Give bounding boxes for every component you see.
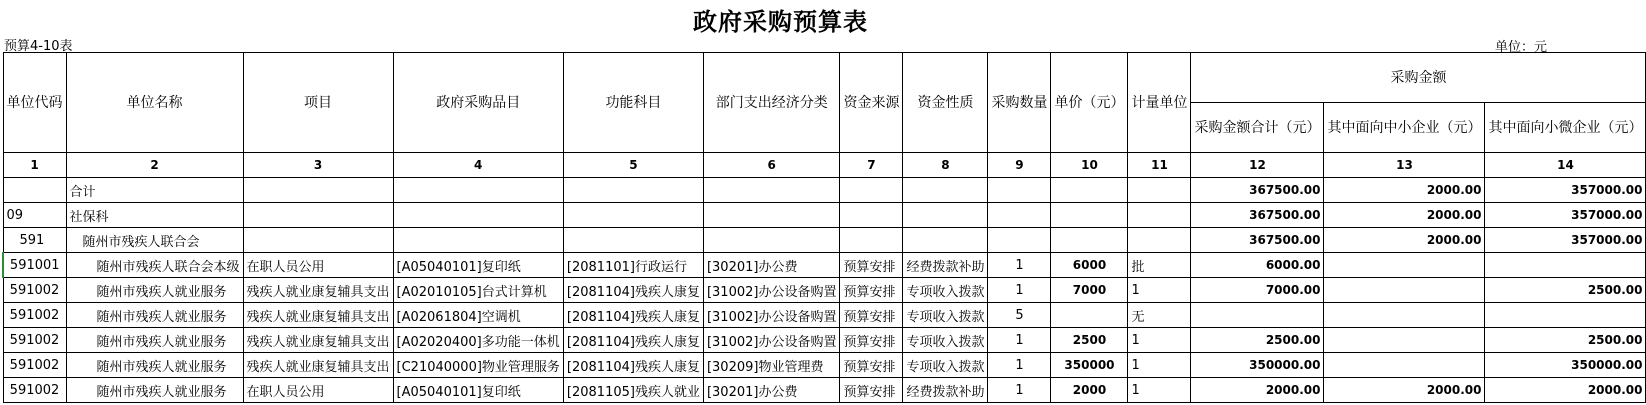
cell-unit-price[interactable]: 350000 [1051, 353, 1128, 378]
cell-amount-micro[interactable]: 357000.00 [1485, 228, 1646, 253]
cell-purchase-item[interactable]: [A02010105]台式计算机 [393, 278, 563, 303]
cell-measure-unit[interactable]: 1 [1128, 353, 1191, 378]
table-row[interactable] [3, 328, 1646, 353]
cell-unit-price[interactable] [1051, 228, 1128, 253]
cell-amount-micro[interactable]: 2500.00 [1485, 328, 1646, 353]
cell-measure-unit[interactable]: 1 [1128, 328, 1191, 353]
cell-function-subject[interactable]: [2081101]行政运行 [563, 253, 703, 278]
cell-fund-source[interactable] [840, 228, 903, 253]
col-number: 2 [66, 153, 243, 178]
header-fund-source[interactable]: 资金来源 [840, 53, 903, 153]
cell-purchase-item[interactable] [393, 203, 563, 228]
cell-fund-source[interactable]: 预算安排 [840, 253, 903, 278]
cell-amount-sme[interactable] [1324, 253, 1485, 278]
col-number: 12 [1191, 153, 1324, 178]
cell-fund-source[interactable]: 预算安排 [840, 328, 903, 353]
column-number-row [3, 153, 1646, 178]
cell-project[interactable]: 残疾人就业康复辅具支出 [243, 278, 393, 303]
header-amount-sme[interactable]: 其中面向中小企业（元） [1324, 103, 1485, 153]
budget-table [2, 52, 1646, 403]
cell-amount-micro[interactable] [1485, 303, 1646, 328]
cell-fund-source[interactable]: 预算安排 [840, 353, 903, 378]
cell-purchase-item[interactable] [393, 228, 563, 253]
header-quantity[interactable]: 采购数量 [988, 53, 1051, 153]
header-purchase-item[interactable]: 政府采购品目 [393, 53, 563, 153]
cell-unit-price[interactable] [1051, 178, 1128, 203]
col-number: 7 [840, 153, 903, 178]
header-amount-micro[interactable]: 其中面向小微企业（元） [1485, 103, 1646, 153]
header-project[interactable]: 项目 [243, 53, 393, 153]
cell-purchase-item[interactable]: [A02020400]多功能一体机 [393, 328, 563, 353]
cell-amount-total[interactable]: 6000.00 [1191, 253, 1324, 278]
cell-amount-total[interactable] [1191, 303, 1324, 328]
cell-unit-name[interactable]: 随州市残疾人就业服务 [66, 328, 243, 353]
header-economic-class[interactable]: 部门支出经济分类 [703, 53, 840, 153]
cell-amount-total[interactable]: 367500.00 [1191, 228, 1324, 253]
col-number: 5 [563, 153, 703, 178]
cell-amount-micro[interactable] [1485, 253, 1646, 278]
cell-function-subject[interactable]: [2081104]残疾人康复 [563, 303, 703, 328]
cell-unit-name[interactable]: 合计 [66, 178, 243, 203]
cell-purchase-item[interactable]: [C21040000]物业管理服务 [393, 353, 563, 378]
cell-function-subject[interactable] [563, 228, 703, 253]
col-number: 13 [1324, 153, 1485, 178]
cell-purchase-item[interactable]: [A02061804]空调机 [393, 303, 563, 328]
cell-unit-code[interactable] [3, 178, 66, 203]
cell-economic-class[interactable]: [31002]办公设备购置 [703, 328, 840, 353]
cell-economic-class[interactable] [703, 203, 840, 228]
cell-amount-micro[interactable]: 357000.00 [1485, 178, 1646, 203]
table-row[interactable] [3, 353, 1646, 378]
cell-fund-nature[interactable]: 专项收入拨款 [903, 303, 988, 328]
cell-quantity[interactable]: 5 [988, 303, 1051, 328]
cell-function-subject[interactable]: [2081105]残疾人就业 [563, 378, 703, 403]
cell-project[interactable]: 在职人员公用 [243, 253, 393, 278]
cell-purchase-item[interactable] [393, 178, 563, 203]
cell-economic-class[interactable]: [30201]办公费 [703, 378, 840, 403]
table-row[interactable] [3, 303, 1646, 328]
report-title: 政府采购预算表 [693, 8, 868, 36]
col-number: 1 [3, 153, 66, 178]
cell-quantity[interactable]: 1 [988, 378, 1051, 403]
cell-amount-total[interactable]: 2500.00 [1191, 328, 1324, 353]
cell-project[interactable] [243, 203, 393, 228]
cell-unit-price[interactable] [1051, 203, 1128, 228]
cell-amount-total[interactable]: 350000.00 [1191, 353, 1324, 378]
cell-unit-price[interactable]: 2000 [1051, 378, 1128, 403]
header-function-subject[interactable]: 功能科目 [563, 53, 703, 153]
cell-project[interactable]: 残疾人就业康复辅具支出 [243, 303, 393, 328]
header-amount-total[interactable]: 采购金额合计（元） [1191, 103, 1324, 153]
cell-unit-code[interactable]: 591002 [3, 353, 66, 378]
cell-fund-source[interactable] [840, 178, 903, 203]
table-row[interactable] [3, 203, 1646, 228]
cell-economic-class[interactable]: [30201]办公费 [703, 253, 840, 278]
col-number: 14 [1485, 153, 1646, 178]
cell-fund-source[interactable]: 预算安排 [840, 278, 903, 303]
cell-economic-class[interactable]: [30209]物业管理费 [703, 353, 840, 378]
cell-quantity[interactable] [988, 228, 1051, 253]
col-number: 8 [903, 153, 988, 178]
table-row[interactable] [3, 178, 1646, 203]
cell-project[interactable]: 残疾人就业康复辅具支出 [243, 328, 393, 353]
cell-fund-nature[interactable] [903, 228, 988, 253]
cell-amount-micro[interactable]: 2000.00 [1485, 378, 1646, 403]
cell-economic-class[interactable]: [31002]办公设备购置 [703, 303, 840, 328]
cell-unit-name[interactable]: 随州市残疾人就业服务 [66, 378, 243, 403]
cell-unit-price[interactable]: 6000 [1051, 253, 1128, 278]
col-number: 10 [1051, 153, 1128, 178]
col-number: 9 [988, 153, 1051, 178]
cell-quantity[interactable]: 1 [988, 278, 1051, 303]
cell-fund-nature[interactable]: 专项收入拨款 [903, 328, 988, 353]
cell-measure-unit[interactable]: 1 [1128, 278, 1191, 303]
cell-fund-source[interactable] [840, 203, 903, 228]
cell-project[interactable] [243, 178, 393, 203]
cell-amount-total[interactable]: 367500.00 [1191, 178, 1324, 203]
cell-purchase-item[interactable]: [A05040101]复印纸 [393, 253, 563, 278]
cell-unit-name[interactable]: 社保科 [66, 203, 243, 228]
header-unit-code[interactable]: 单位代码 [3, 53, 66, 153]
cell-fund-source[interactable]: 预算安排 [840, 303, 903, 328]
cell-quantity[interactable]: 1 [988, 253, 1051, 278]
cell-amount-total[interactable]: 7000.00 [1191, 278, 1324, 303]
cell-economic-class[interactable] [703, 178, 840, 203]
cell-amount-sme[interactable] [1324, 303, 1485, 328]
cell-unit-price[interactable]: 2500 [1051, 328, 1128, 353]
cell-function-subject[interactable] [563, 203, 703, 228]
cell-measure-unit[interactable]: 批 [1128, 253, 1191, 278]
cell-unit-name[interactable]: 随州市残疾人联合会 [66, 228, 243, 253]
table-row[interactable] [3, 228, 1646, 253]
cell-measure-unit[interactable]: 无 [1128, 303, 1191, 328]
unit-label: 单位：元 [1494, 40, 1547, 55]
table-row[interactable] [3, 278, 1646, 303]
cell-unit-name[interactable]: 随州市残疾人就业服务 [66, 353, 243, 378]
cell-amount-total[interactable]: 367500.00 [1191, 203, 1324, 228]
table-id-label: 预算4-10表 [4, 39, 73, 54]
cell-fund-nature[interactable]: 经费拨款补助 [903, 253, 988, 278]
cell-unit-code[interactable]: 591002 [3, 278, 66, 303]
cell-amount-sme[interactable]: 2000.00 [1324, 378, 1485, 403]
cell-unit-code[interactable]: 591002 [3, 303, 66, 328]
cell-amount-sme[interactable]: 2000.00 [1324, 228, 1485, 253]
cell-unit-code[interactable]: 591 [3, 228, 66, 253]
cell-measure-unit[interactable] [1128, 178, 1191, 203]
cell-measure-unit[interactable] [1128, 228, 1191, 253]
cell-unit-code[interactable]: 591002 [3, 378, 66, 403]
cell-amount-sme[interactable] [1324, 328, 1485, 353]
cell-project[interactable]: 在职人员公用 [243, 378, 393, 403]
cell-fund-source[interactable]: 预算安排 [840, 378, 903, 403]
cell-function-subject[interactable] [563, 178, 703, 203]
cell-function-subject[interactable]: [2081104]残疾人康复 [563, 328, 703, 353]
cell-unit-price[interactable] [1051, 303, 1128, 328]
cell-fund-nature[interactable]: 专项收入拨款 [903, 353, 988, 378]
cell-amount-micro[interactable]: 357000.00 [1485, 203, 1646, 228]
header-measure-unit[interactable]: 计量单位 [1128, 53, 1191, 153]
cell-function-subject[interactable]: [2081104]残疾人康复 [563, 278, 703, 303]
table-body [3, 178, 1646, 403]
cell-fund-nature[interactable] [903, 178, 988, 203]
cell-fund-nature[interactable]: 经费拨款补助 [903, 378, 988, 403]
header-amount-group[interactable]: 采购金额 [1191, 53, 1646, 103]
table-row[interactable] [3, 253, 1646, 278]
cell-project[interactable] [243, 228, 393, 253]
cell-unit-code[interactable]: 591001 [3, 253, 66, 278]
cell-amount-micro[interactable]: 350000.00 [1485, 353, 1646, 378]
cell-amount-sme[interactable]: 2000.00 [1324, 203, 1485, 228]
header-fund-nature[interactable]: 资金性质 [903, 53, 988, 153]
cell-function-subject[interactable]: [2081104]残疾人康复 [563, 353, 703, 378]
cell-unit-name[interactable]: 随州市残疾人就业服务 [66, 303, 243, 328]
cell-amount-total[interactable]: 2000.00 [1191, 378, 1324, 403]
cell-unit-code[interactable]: 591002 [3, 328, 66, 353]
cell-unit-price[interactable]: 7000 [1051, 278, 1128, 303]
table-row[interactable] [3, 378, 1646, 403]
cell-economic-class[interactable] [703, 228, 840, 253]
cell-purchase-item[interactable]: [A05040101]复印纸 [393, 378, 563, 403]
cell-amount-sme[interactable]: 2000.00 [1324, 178, 1485, 203]
cell-amount-micro[interactable]: 2500.00 [1485, 278, 1646, 303]
cell-quantity[interactable] [988, 203, 1051, 228]
cell-measure-unit[interactable] [1128, 203, 1191, 228]
cell-amount-sme[interactable] [1324, 278, 1485, 303]
cell-unit-code[interactable]: 09 [3, 203, 66, 228]
col-number: 4 [393, 153, 563, 178]
col-number: 6 [703, 153, 840, 178]
col-number: 3 [243, 153, 393, 178]
cell-fund-nature[interactable] [903, 203, 988, 228]
cell-economic-class[interactable]: [31002]办公设备购置 [703, 278, 840, 303]
cell-quantity[interactable]: 1 [988, 328, 1051, 353]
cell-unit-name[interactable]: 随州市残疾人联合会本级 [66, 253, 243, 278]
cell-quantity[interactable] [988, 178, 1051, 203]
cell-amount-sme[interactable] [1324, 353, 1485, 378]
cell-project[interactable]: 残疾人就业康复辅具支出 [243, 353, 393, 378]
header-unit-price[interactable]: 单价（元） [1051, 53, 1128, 153]
col-number: 11 [1128, 153, 1191, 178]
cell-measure-unit[interactable]: 1 [1128, 378, 1191, 403]
cell-fund-nature[interactable]: 专项收入拨款 [903, 278, 988, 303]
cell-quantity[interactable]: 1 [988, 353, 1051, 378]
header-unit-name[interactable]: 单位名称 [66, 53, 243, 153]
cell-unit-name[interactable]: 随州市残疾人就业服务 [66, 278, 243, 303]
